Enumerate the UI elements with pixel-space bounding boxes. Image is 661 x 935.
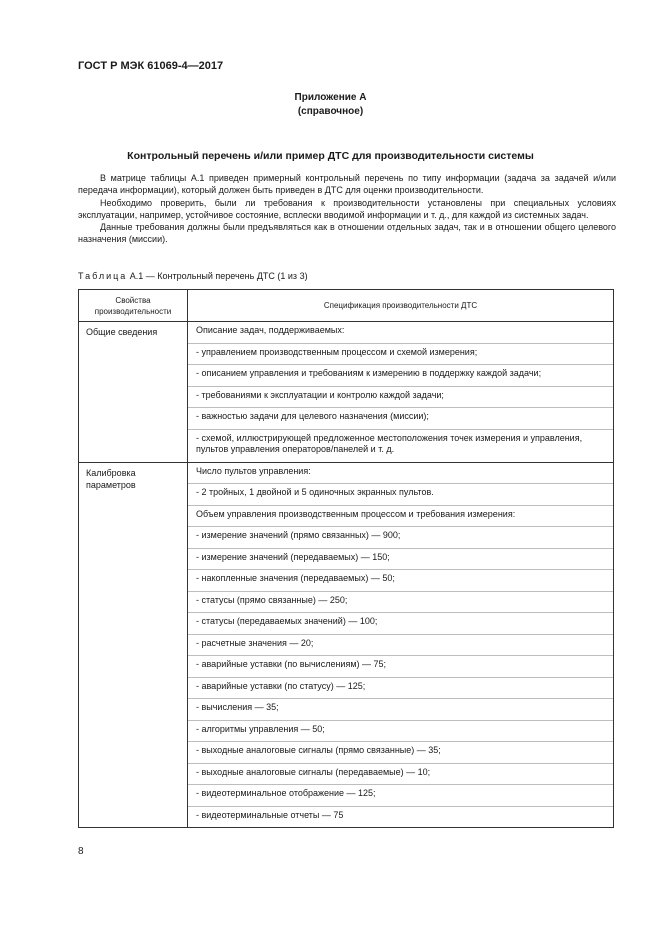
table-row <box>79 462 614 828</box>
spec-cell <box>188 462 614 828</box>
spec-line: - описанием управления и требованиям к измерению в поддержку каждой задачи; <box>188 365 613 387</box>
spec-line: - важностью задачи для целевого назначения (миссии); <box>188 408 613 430</box>
spec-table <box>78 289 614 828</box>
appendix-heading <box>0 91 661 119</box>
document-header: ГОСТ Р МЭК 61069-4—2017 <box>78 60 224 72</box>
table-caption-text: А.1 — Контрольный перечень ДТС (1 из 3) <box>127 271 308 281</box>
column-header-spec: Спецификация производительности ДТС <box>188 290 614 322</box>
paragraph: Данные требования должны были предъявляться как в отношении отдельных задач, так и в отношении общего целевого назначения (миссии). <box>78 222 616 245</box>
spec-line: - алгоритмы управления — 50; <box>188 721 613 743</box>
spec-line: Объем управления производственным процессом и требования измерения: <box>188 506 613 528</box>
property-cell: Общие сведения <box>79 322 188 463</box>
table-caption <box>78 271 308 281</box>
spec-line: - выходные аналоговые сигналы (прямо связанные) — 35; <box>188 742 613 764</box>
table-row <box>79 322 614 463</box>
table-header-row <box>79 290 614 322</box>
spec-line: - выходные аналоговые сигналы (передаваемые) — 10; <box>188 764 613 786</box>
spec-line: - вычисления — 35; <box>188 699 613 721</box>
spec-line: - требованиями к эксплуатации и контролю каждой задачи; <box>188 387 613 409</box>
spec-line: - аварийные уставки (по статусу) — 125; <box>188 678 613 700</box>
spec-line: - измерение значений (прямо связанных) — 900; <box>188 527 613 549</box>
spec-line: - видеотерминальное отображение — 125; <box>188 785 613 807</box>
spec-line: - накопленные значения (передаваемых) — 50; <box>188 570 613 592</box>
section-title: Контрольный перечень и/или пример ДТС для производительности системы <box>127 150 534 162</box>
spec-line: Число пультов управления: <box>188 463 613 485</box>
page-number: 8 <box>78 846 84 857</box>
paragraph: Необходимо проверить, были ли требования к производительности установлены при специальных условиях эксплуатации, например, устойчивое состояние, всплески вводимой информации и т. д., для каждой из системных задач. <box>78 197 616 220</box>
spec-line: - видеотерминальные отчеты — 75 <box>196 809 344 820</box>
column-header-property: Свойства производительности <box>79 290 188 322</box>
appendix-title: Приложение А <box>294 92 367 103</box>
spec-line: - управлением производственным процессом и схемой измерения; <box>188 344 613 366</box>
spec-line: Описание задач, поддерживаемых: <box>188 322 613 344</box>
spec-line: - схемой, иллюстрирующей предложенное местоположения точек измерения и управления, пультов управления операторов/панелей и т. д. <box>196 432 583 454</box>
spec-cell <box>188 322 614 463</box>
spec-line: - аварийные уставки (по вычислениям) — 75; <box>188 656 613 678</box>
paragraph: В матрице таблицы А.1 приведен примерный контрольный перечень по типу информации (задача за задачей и/или передача информации), который должен быть приведен в ДТС для оценки производительности. <box>78 173 616 196</box>
spec-line: - измерение значений (передаваемых) — 150; <box>188 549 613 571</box>
appendix-subtitle: (справочное) <box>297 106 364 117</box>
property-cell: Калибровка параметров <box>79 462 188 828</box>
table-body <box>79 322 614 828</box>
table-caption-label: Таблица <box>78 271 128 281</box>
spec-line: - расчетные значения — 20; <box>188 635 613 657</box>
spec-line: - статусы (прямо связанные) — 250; <box>188 592 613 614</box>
intro-paragraphs <box>78 172 616 246</box>
spec-line: - 2 тройных, 1 двойной и 5 одиночных экранных пультов. <box>188 484 613 506</box>
spec-line: - статусы (передаваемых значений) — 100; <box>188 613 613 635</box>
